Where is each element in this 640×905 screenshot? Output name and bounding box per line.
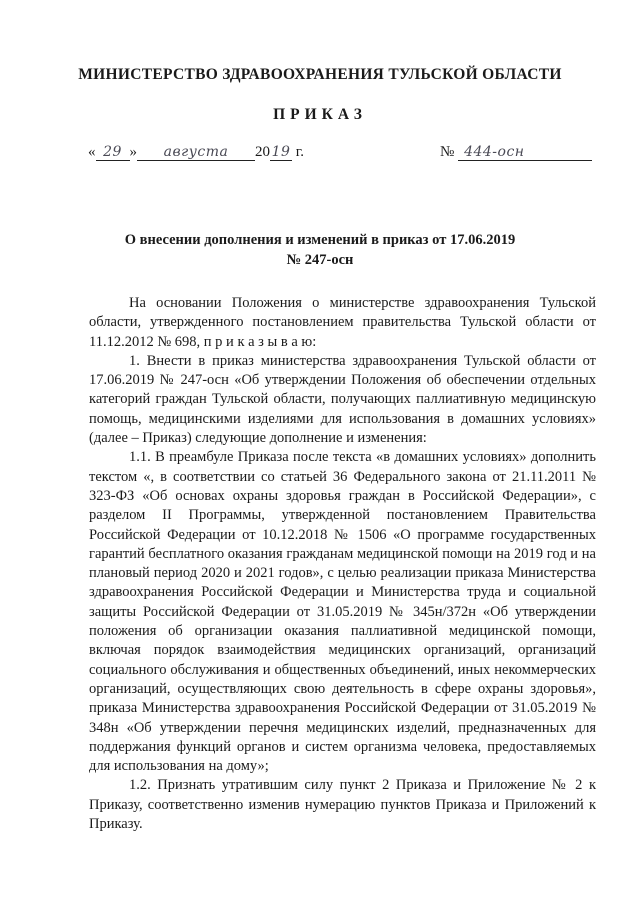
order-date bbox=[88, 144, 304, 161]
paragraph-item-1: 1. Внести в приказ министерства здравоохранения Тульской области от 17.06.2019 № 247-осн «Об утверждении Положения об обеспечении отдельных категорий граждан Тульской области, получающих паллиативную медицинскую помощь, медицинскими изделиями для использования в домашних условиях» (далее – Приказ) следующие дополнение и изменения: bbox=[89, 352, 596, 447]
ministry-heading: МИНИСТЕРСТВО ЗДРАВООХРАНЕНИЯ ТУЛЬСКОЙ ОБЛАСТИ bbox=[78, 66, 562, 83]
date-open-quote: « bbox=[88, 144, 96, 160]
order-title: ПРИКАЗ bbox=[273, 106, 367, 123]
paragraph-basis: На основании Положения о министерстве здравоохранения Тульской области, утвержденного постановлением правительства Тульской области от 11.12.2012 № 698, п р и к а з ы в а ю: bbox=[89, 295, 596, 350]
subject-line-1: О внесении дополнения и изменений в приказ от 17.06.2019 bbox=[124, 232, 516, 248]
subject-line-2: № 247-осн bbox=[286, 252, 354, 268]
paragraph-item-1-2: 1.2. Признать утратившим силу пункт 2 Приказа и Приложение № 2 к Приказу, соответственно изменив нумерацию пунктов Приказа и Приложений к Приказу. bbox=[89, 777, 596, 833]
date-day: 29 bbox=[96, 144, 130, 161]
date-close-quote: » bbox=[129, 144, 137, 160]
order-body bbox=[89, 294, 596, 834]
date-year-prefix: 20 bbox=[255, 144, 270, 160]
date-year-mark: г. bbox=[295, 144, 304, 160]
date-year-suffix: 19 bbox=[271, 144, 291, 160]
order-number-value: 444-осн bbox=[458, 144, 592, 161]
date-month: августа bbox=[137, 144, 255, 161]
order-number-label: № bbox=[440, 144, 455, 160]
paragraph-item-1-1: 1.1. В преамбуле Приказа после текста «в домашних условиях» дополнить текстом «, в соответствии со статьей 36 Федерального закона от 21.11.2011 № 323-ФЗ «Об основах охраны здоровья граждан в Российской Федерации», с разделом II Программы, утвержденной постановлением Правительства Российской Федерации от 10.12.2018 № 1506 «О программе государственных гарантий бесплатного оказания гражданам медицинской помощи на 2019 год и на плановый период 2020 и 2021 годов», с целью реализации приказа Министерства здравоохранения Российской Федерации и Министерства труда и социальной защиты Российской Федерации от 31.05.2019 № 345н/372н «Об утверждении положения об организации оказания паллиативной медицинской помощи, включая порядок взаимодействия медицинских организаций, организаций социального обслуживания и общественных объединений, иных некоммерческих организаций, осуществляющих свою деятельность в сфере охраны здоровья», приказа Министерства здравоохранения Российской Федерации от 31.05.2019 № 348н «Об утверждении перечня медицинских изделий, предназначенных для поддержания функций органов и систем организма человека, предоставляемых для использования на дому»; bbox=[89, 449, 596, 775]
order-subject bbox=[100, 230, 540, 270]
order-number bbox=[440, 144, 592, 161]
